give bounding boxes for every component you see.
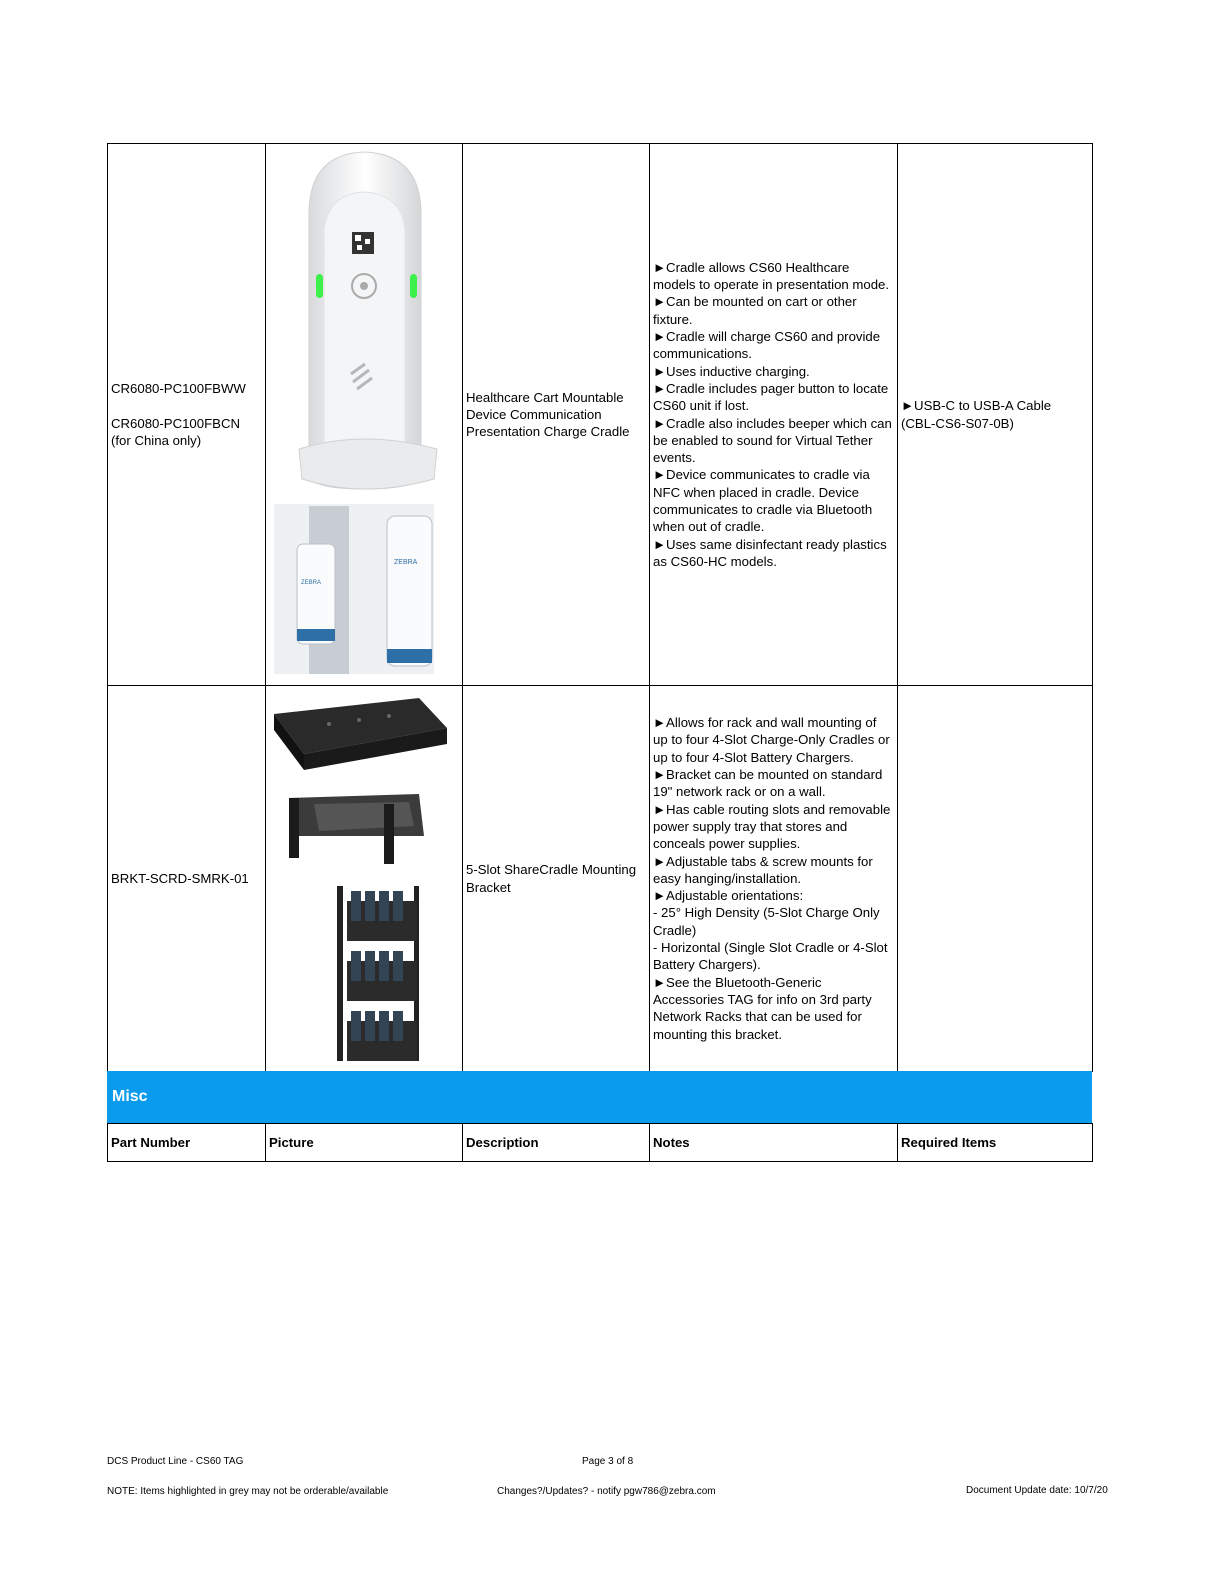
notes-cell: ►Allows for rack and wall mounting of up to four 4-Slot Charge-Only Cradles or up to four 4-Slot Battery Chargers. ►Bracket can be mounted on standard 19" network rack or on a wall. ►Has cable routing slots and removable power supply tray that stores and conceals power supplies. ►Adjustable tabs & screw mounts for easy hanging/installation. ►Adjustable orientations: - 25° High Density (5-Slot Charge Only Cradle) - Horizontal (Single Slot Cradle or 4-Slot Battery Chargers). ►See the Bluetooth-Generic Accessories TAG for info on 3rd party Network Racks that can be used for mounting this bracket. bbox=[650, 686, 898, 1072]
bracket-picture bbox=[269, 686, 459, 1071]
picture-cell bbox=[266, 144, 463, 686]
accessory-table bbox=[107, 143, 1093, 1072]
column-header-picture: Picture bbox=[266, 1124, 463, 1162]
column-header-required-items: Required Items bbox=[898, 1124, 1093, 1162]
description-cell: 5-Slot ShareCradle Mounting Bracket bbox=[463, 686, 650, 1072]
zebra-logo-text-2: ZEBRA bbox=[301, 580, 322, 586]
footer-note: NOTE: Items highlighted in grey may not be orderable/available bbox=[107, 1486, 389, 1497]
required-items-cell: ►USB-C to USB-A Cable (CBL-CS6-S07-0B) bbox=[898, 144, 1093, 686]
column-header-part-number: Part Number bbox=[108, 1124, 266, 1162]
cradle-product-image bbox=[269, 144, 459, 679]
section-title: Misc bbox=[112, 1088, 148, 1105]
notes-cell: ►Cradle allows CS60 Healthcare models to operate in presentation mode. ►Can be mounted on cart or other fixture. ►Cradle will charge CS60 and provide communications. ►Uses inductive charging. ►Cradle includes pager button to locate CS60 unit if lost. ►Cradle also includes beeper which can be enabled to sound for Virtual Tether events. ►Device communicates to cradle via NFC when placed in cradle. Device communicates to cradle via Bluetooth when out of cradle. ►Uses same disinfectant ready plastics as CS60-HC models. bbox=[650, 144, 898, 686]
table-row bbox=[108, 144, 1093, 686]
zebra-logo-text: ZEBRA bbox=[394, 559, 418, 566]
column-header-description: Description bbox=[463, 1124, 650, 1162]
part-number-cell: BRKT-SCRD-SMRK-01 bbox=[108, 686, 266, 1072]
bracket-product-image bbox=[269, 686, 459, 1066]
part-number-cell: CR6080-PC100FBWW CR6080-PC100FBCN (for China only) bbox=[108, 144, 266, 686]
column-header-row bbox=[107, 1123, 1093, 1162]
footer-product-line: DCS Product Line - CS60 TAG bbox=[107, 1456, 244, 1467]
table-row bbox=[108, 686, 1093, 1072]
cradle-picture bbox=[269, 144, 459, 685]
column-header-notes: Notes bbox=[650, 1124, 898, 1162]
footer-changes-contact: Changes?/Updates? - notify pgw786@zebra.com bbox=[497, 1486, 716, 1497]
picture-cell bbox=[266, 686, 463, 1072]
description-cell: Healthcare Cart Mountable Device Communication Presentation Charge Cradle bbox=[463, 144, 650, 686]
footer-page-number: Page 3 of 8 bbox=[582, 1456, 634, 1467]
footer-update-date: Document Update date: 10/7/20 bbox=[966, 1485, 1108, 1496]
required-items-cell bbox=[898, 686, 1093, 1072]
section-header-misc bbox=[107, 1071, 1092, 1124]
